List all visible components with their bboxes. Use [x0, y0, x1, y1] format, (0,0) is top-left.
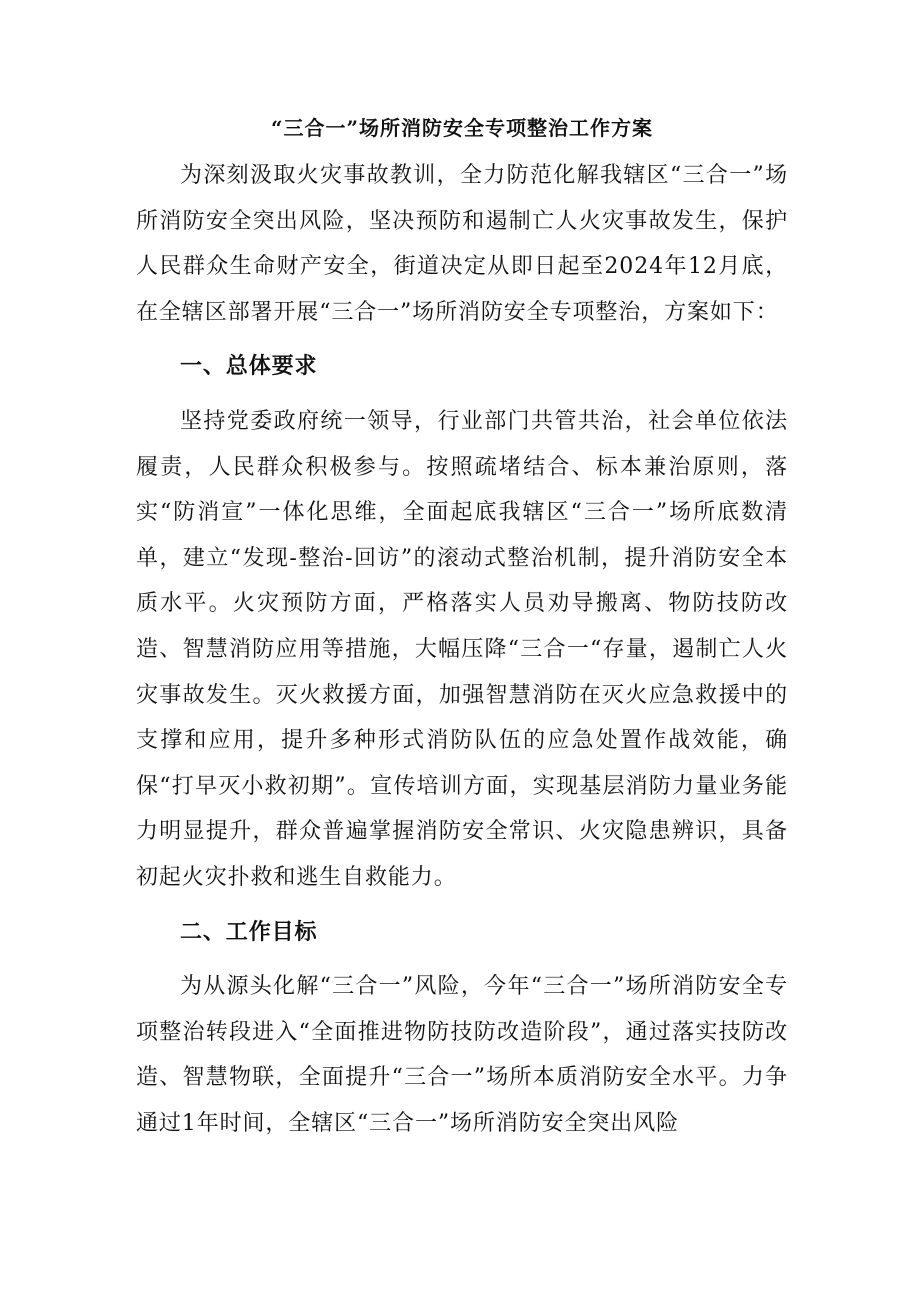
section-body-work-goals: 为从源头化解“三合一”风险，今年“三合一”场所消防安全专项整治转段进入“全面推进物防技防改造阶段”，通过落实技防改造、智慧物联，全面提升“三合一”场所本质消防安全水平。力争通过1年时间，全辖区“三合一”场所消防安全突出风险 — [136, 974, 788, 1136]
section-heading-overall-requirements: 一、总体要求 — [180, 353, 318, 380]
document-title: “三合一”场所消防安全专项整治工作方案 — [270, 116, 653, 140]
intro-paragraph: 为深刻汲取火灾事故教训，全力防范化解我辖区“三合一”场所消防安全突出风险，坚决预防和遏制亡人火灾事故发生，保护人民群众生命财产安全，街道决定从即日起至2024年12月底，在全辖区部署开展“三合一”场所消防安全专项整治，方案如下： — [136, 163, 788, 325]
section-body-overall-requirements: 坚持党委政府统一领导，行业部门共管共治，社会单位依法履责，人民群众积极参与。按照疏堵结合、标本兼治原则，落实“防消宣”一体化思维，全面起底我辖区“三合一”场所底数清单，建立“发现-整治-回访”的滚动式整治机制，提升消防安全本质水平。火灾预防方面，严格落实人员劝导搬离、物防技防改造、智慧消防应用等措施，大幅压降“三合一“存量，遏制亡人火灾事故发生。灭火救援方面，加强智慧消防在灭火应急救援中的支撑和应用，提升多种形式消防队伍的应急处置作战效能，确保“打早灭小救初期”。宣传培训方面，实现基层消防力量业务能力明显提升，群众普遍掌握消防安全常识、火灾隐患辨识，具备初起火灾扑救和逃生自救能力。 — [136, 408, 788, 890]
document-page — [136, 112, 788, 1146]
section-heading-work-goals: 二、工作目标 — [180, 918, 318, 945]
